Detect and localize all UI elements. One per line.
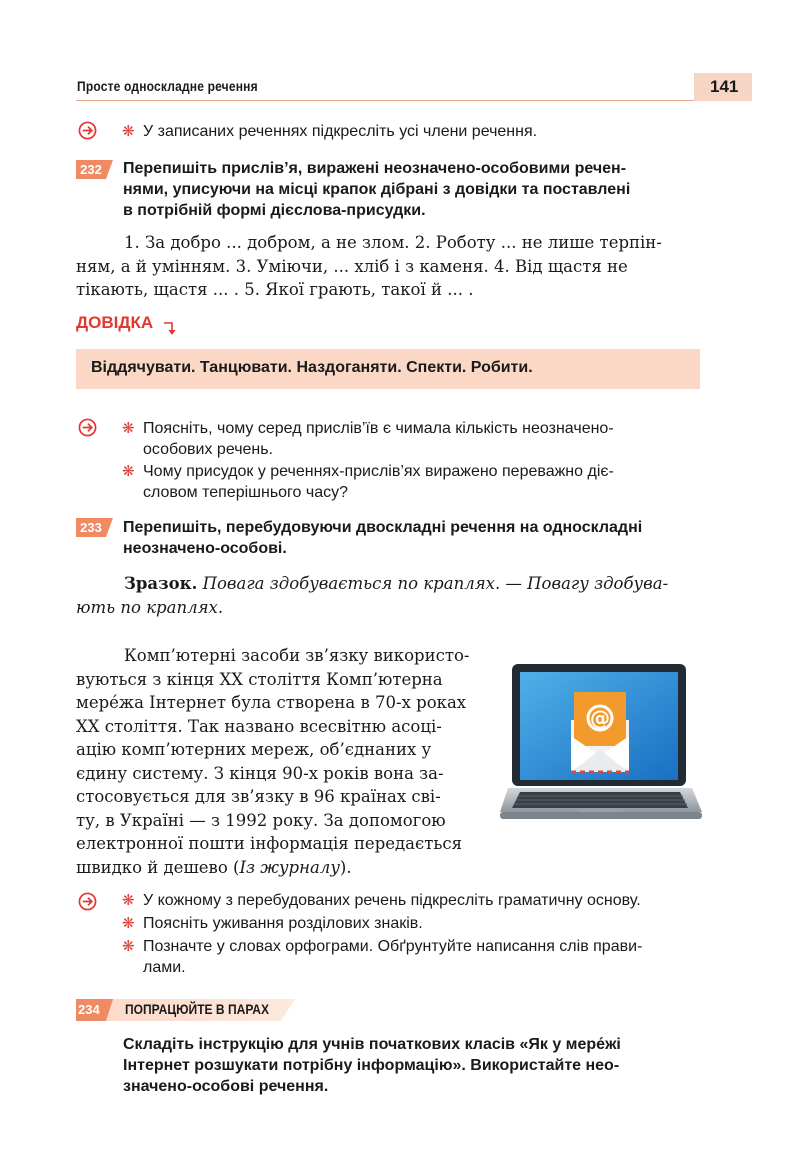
source-citation: Із журналу (239, 857, 340, 877)
reference-words: Віддячувати. Танцювати. Наздоганяти. Спекти. Робити. (91, 359, 533, 376)
task-instruction: Перепишіть прислів’я, виражені неозначено-особовими речен- нями, уписуючи на місці крапок дібрані з довідки та поставлені в потрібній формі дієслова-присудки. (123, 160, 631, 219)
question-text: Поясніть, чому серед прислів’їв є чимала кількість неозначено- особових речень. (143, 420, 614, 458)
pair-work-label: ПОПРАЦЮЙТЕ В ПАРАХ (125, 1001, 270, 1017)
exercise-text: 1. За добро ... добром, а не злом. 2. Роботу ... не лише терпін- ням, а й умінням. 3. Уміючи, ... хліб і з каменя. 4. Від щастя не тікають, щастя ... . 5. Якої грають, такої й ... . (76, 233, 662, 299)
page-number-badge (694, 73, 752, 101)
sample-text: Зразок. Повага здобувається по краплях. — Повагу здобува- ють по краплях. (76, 574, 669, 617)
arrow-right-icon (78, 892, 97, 911)
task-number: 232 (76, 160, 106, 179)
task-number: 233 (76, 518, 106, 537)
header-rule (76, 100, 696, 101)
running-header-title: Просте односкладне речення (77, 78, 258, 94)
journal-paragraph: Комп’ютерні засоби зв’язку використо- вуються з кінця XX століття Комп’ютерна мере́жа Інтернет була створена в 70-х роках XX століття. Так названо всесвітню асоці- ацію комп’ютерних мереж, об’єднаних у єдину систему. З кінця 90-х років вона за- стосовується для зв’язку в 96 країнах сві- ту, в Україні — з 1992 року. За допомогою електронної пошти інформація передається швидко й дешево (Із журналу). (76, 646, 470, 877)
bent-arrow-icon (163, 321, 179, 337)
question-text: У кожному з перебудованих речень підкресліть граматичну основу. (143, 892, 641, 909)
task-instruction: Перепишіть, перебудовуючи двоскладні речення на односкладні неозначено-особові. (123, 519, 643, 557)
arrow-right-icon (78, 418, 97, 437)
asterisk-bullet-icon: ❋ (122, 915, 135, 932)
question-text: Позначте у словах орфограми. Обґрунтуйте написання слів прави- лами. (143, 938, 643, 976)
reference-box (76, 349, 700, 389)
laptop-email-illustration (500, 662, 702, 840)
page-number: 141 (710, 77, 739, 96)
question-text: У записаних реченнях підкресліть усі члени речення. (143, 123, 538, 140)
question-text: Чому присудок у реченнях-прислів’ях виражено переважно діє- словом теперішнього часу? (143, 463, 614, 501)
task-instruction: Складіть інструкцію для учнів початкових класів «Як у мере́жі Інтернет розшукати потрібну інформацію». Використайте нео- значено-особові речення. (123, 1036, 621, 1095)
asterisk-bullet-icon: ❋ (122, 123, 135, 140)
asterisk-bullet-icon: ❋ (122, 463, 135, 480)
at-sign: @ (590, 706, 610, 730)
asterisk-bullet-icon: ❋ (122, 892, 135, 909)
asterisk-bullet-icon: ❋ (122, 938, 135, 955)
arrow-right-icon (78, 121, 97, 140)
asterisk-bullet-icon: ❋ (122, 420, 135, 437)
reference-title: ДОВІДКА (76, 313, 154, 332)
task-number: 234 (78, 1002, 100, 1017)
question-text: Поясніть уживання розділових знаків. (143, 915, 423, 932)
